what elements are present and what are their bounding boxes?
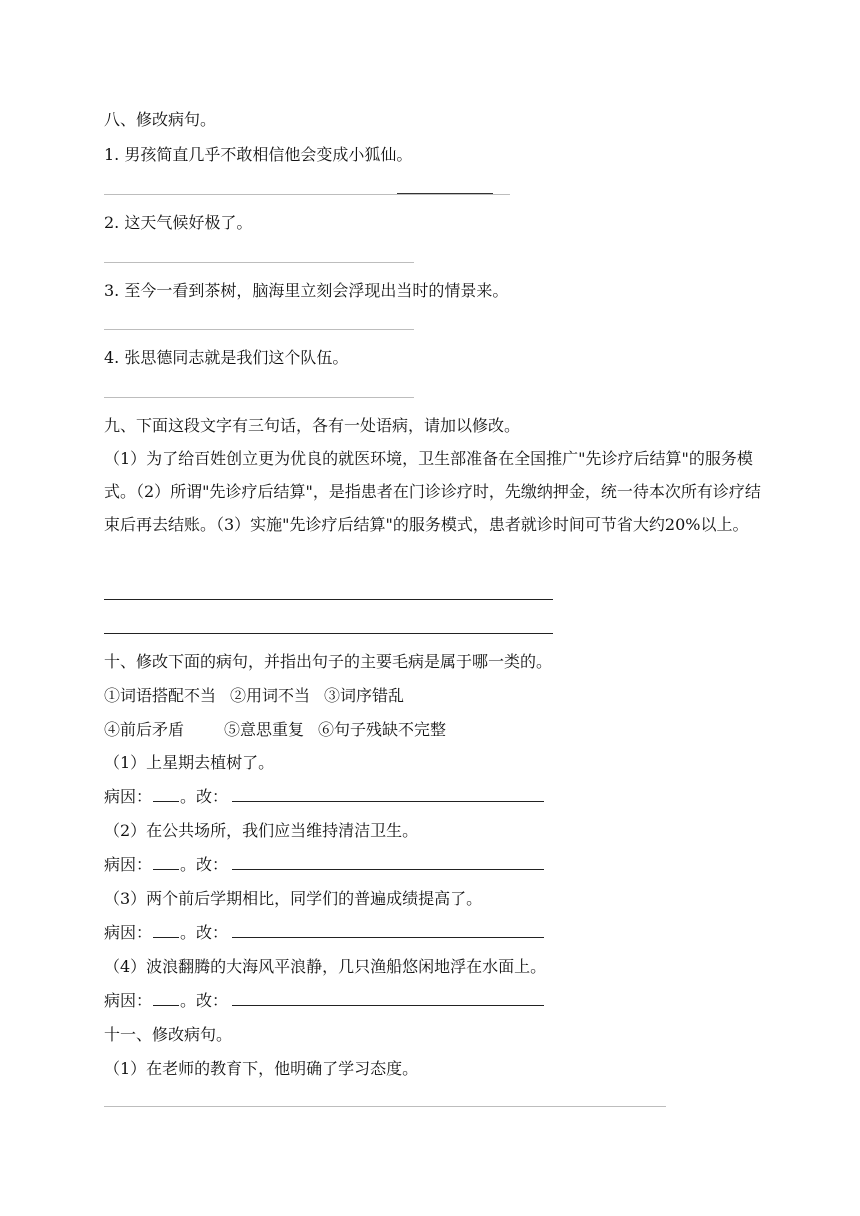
error-type-options-row-2	[104, 719, 446, 741]
option-2: ②用词不当	[230, 686, 311, 705]
reason-label: 病因：	[104, 787, 153, 806]
reason-label: 病因：	[104, 991, 153, 1010]
fix-answer-line[interactable]	[232, 991, 544, 1006]
reason-blank[interactable]	[153, 855, 179, 870]
answer-row-10-1	[104, 786, 544, 808]
reason-blank[interactable]	[153, 923, 179, 938]
sec11-item-1: （1）在老师的教育下，他明确了学习态度。	[104, 1059, 419, 1078]
option-4: ④前后矛盾	[104, 720, 185, 739]
answer-row-10-3	[104, 922, 544, 944]
option-6: ⑥句子残缺不完整	[318, 720, 447, 739]
sec10-item-1: （1）上星期去植树了。	[104, 753, 275, 772]
error-type-options-row-1	[104, 685, 404, 707]
answer-line-11-1[interactable]	[104, 1106, 666, 1107]
sec8-item-4: 4. 张思德同志就是我们这个队伍。	[104, 348, 349, 367]
answer-line-9-2[interactable]	[104, 633, 553, 634]
answer-row-10-4	[104, 990, 544, 1012]
section-9-title: 九、下面这段文字有三句话，各有一处语病，请加以修改。	[104, 416, 521, 435]
option-5: ⑤意思重复	[224, 720, 305, 739]
sec10-item-3: （3）两个前后学期相比，同学们的普遍成绩提高了。	[104, 889, 483, 908]
sec8-item-2: 2. 这天气候好极了。	[104, 213, 253, 232]
fix-label: 。改：	[180, 787, 229, 806]
reason-label: 病因：	[104, 923, 153, 942]
reason-blank[interactable]	[153, 991, 179, 1006]
reason-blank[interactable]	[153, 787, 179, 802]
answer-line-8-4[interactable]	[104, 397, 414, 398]
section-10-title: 十、修改下面的病句，并指出句子的主要毛病是属于哪一类的。	[104, 652, 553, 671]
sec8-item-3: 3. 至今一看到茶树，脑海里立刻会浮现出当时的情景来。	[104, 281, 509, 300]
fix-label: 。改：	[180, 923, 229, 942]
section-8-title: 八、修改病句。	[104, 110, 217, 129]
answer-row-10-2	[104, 854, 544, 876]
fix-answer-line[interactable]	[232, 923, 544, 938]
sec10-item-4: （4）波浪翻腾的大海风平浪静，几只渔船悠闲地浮在水面上。	[104, 957, 547, 976]
section-11-title: 十一、修改病句。	[104, 1025, 233, 1044]
option-1: ①词语搭配不当	[104, 686, 217, 705]
fix-answer-line[interactable]	[232, 855, 544, 870]
answer-line-8-3[interactable]	[104, 329, 414, 330]
answer-line-8-1-segment	[397, 193, 493, 194]
sec10-item-2: （2）在公共场所，我们应当维持清洁卫生。	[104, 821, 419, 840]
fix-label: 。改：	[180, 855, 229, 874]
option-3: ③词序错乱	[324, 686, 405, 705]
answer-line-9-1[interactable]	[104, 599, 553, 600]
sec8-item-1: 1. 男孩简直几乎不敢相信他会变成小狐仙。	[104, 145, 413, 164]
reason-label: 病因：	[104, 855, 153, 874]
fix-label: 。改：	[180, 991, 229, 1010]
sec9-paragraph: （1）为了给百姓创立更为优良的就医环境，卫生部准备在全国推广"先诊疗后结算"的服务模式。（2）所谓"先诊疗后结算"，是指患者在门诊诊疗时，先缴纳押金，统一待本次所有诊疗结束后再去结账。（3）实施"先诊疗后结算"的服务模式，患者就诊时间可节省大约20%以上。	[104, 449, 761, 534]
fix-answer-line[interactable]	[232, 787, 544, 802]
answer-line-8-2[interactable]	[104, 262, 414, 263]
answer-line-8-1[interactable]	[104, 194, 510, 195]
